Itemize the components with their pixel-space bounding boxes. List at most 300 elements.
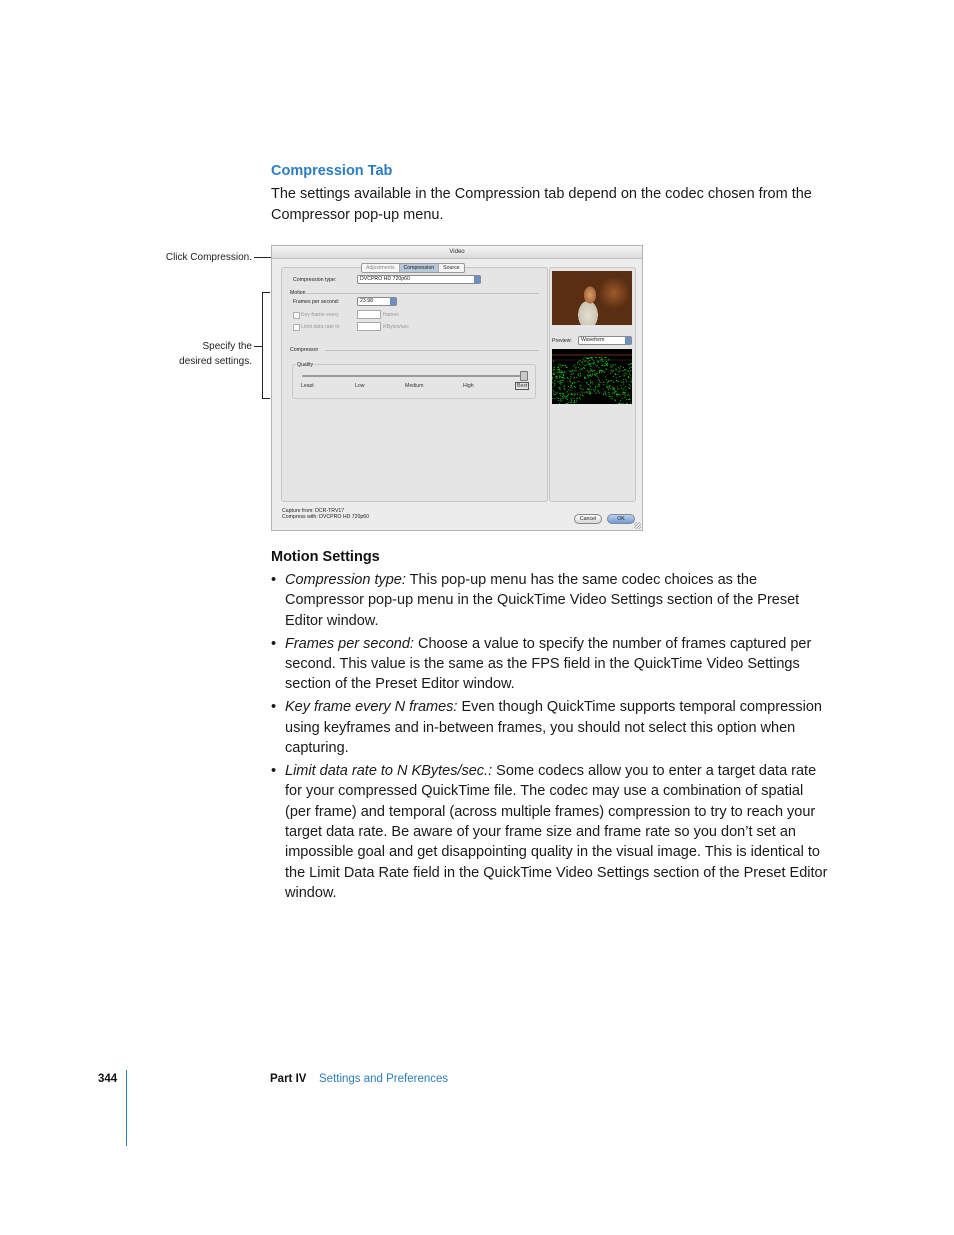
- waveform-dot: [588, 389, 589, 390]
- bullet-term: Limit data rate to N KBytes/sec.:: [285, 762, 493, 779]
- waveform-dot: [598, 391, 599, 392]
- waveform-dot: [627, 403, 628, 404]
- waveform-dot: [608, 381, 609, 382]
- waveform-dot: [589, 375, 590, 376]
- waveform-dot: [587, 377, 588, 378]
- bullet-text: Some codecs allow you to enter a target data rate for your compressed QuickTime file. The codec may use a combination of spatial (per frame) and temporal (across multiple frames) compression to try to reach your target data rate. Be aware of your frame size and frame rate so you don’t set an impossible goal and get disappointing quality in the visual image. This is identical to the Limit Data Rate field in the QuickTime Video Settings section of the Preset Editor window.: [285, 762, 828, 902]
- waveform-dot: [603, 382, 604, 383]
- waveform-dot: [612, 398, 613, 399]
- waveform-dot: [580, 360, 581, 361]
- waveform-dot: [561, 372, 562, 373]
- waveform-dot: [557, 397, 558, 398]
- compress-with-text: Compress with: DVCPRO HD 720p60: [282, 514, 370, 520]
- waveform-dot: [605, 360, 606, 361]
- waveform-dot: [597, 373, 598, 374]
- waveform-dot: [587, 370, 588, 371]
- waveform-dot: [602, 361, 603, 362]
- quality-box: [292, 364, 536, 399]
- waveform-dot: [609, 394, 610, 395]
- waveform-dot: [568, 378, 569, 379]
- waveform-dot: [603, 361, 604, 362]
- waveform-dot: [562, 378, 563, 379]
- waveform-dot: [601, 370, 602, 371]
- quality-label: Quality: [297, 362, 314, 368]
- waveform-dot: [621, 382, 622, 383]
- fps-label: Frames per second:: [293, 299, 340, 305]
- bullet-term: Key frame every N frames:: [285, 699, 458, 716]
- waveform-dot: [554, 372, 555, 373]
- waveform-dot: [602, 365, 603, 366]
- waveform-dot: [617, 389, 618, 390]
- waveform-dot: [560, 364, 561, 365]
- waveform-dot: [594, 391, 595, 392]
- waveform-dot: [622, 394, 623, 395]
- waveform-dot: [580, 394, 581, 395]
- waveform-dot: [598, 361, 599, 362]
- waveform-dot: [590, 375, 591, 376]
- waveform-dot: [580, 385, 581, 386]
- waveform-dot: [623, 379, 624, 380]
- resize-grip-icon[interactable]: [634, 522, 641, 529]
- waveform-dot: [625, 386, 626, 387]
- waveform-dot: [583, 358, 584, 359]
- waveform-dot: [557, 392, 558, 393]
- waveform-dot: [599, 392, 600, 393]
- waveform-dot: [613, 382, 614, 383]
- waveform-dot: [623, 392, 624, 393]
- waveform-dot: [599, 386, 600, 387]
- waveform-dot: [584, 392, 585, 393]
- waveform-dot: [593, 361, 594, 362]
- waveform-dot: [631, 363, 632, 364]
- waveform-dot: [559, 393, 560, 394]
- limit-data-rate-checkbox[interactable]: [293, 324, 300, 331]
- waveform-dot: [625, 373, 626, 374]
- waveform-dot: [590, 380, 591, 381]
- waveform-dot: [590, 368, 591, 369]
- waveform-dot: [563, 377, 564, 378]
- waveform-dot: [586, 391, 587, 392]
- waveform-dot: [628, 364, 629, 365]
- waveform-dot: [626, 399, 627, 400]
- waveform-dot: [574, 403, 575, 404]
- waveform-dot: [562, 380, 563, 381]
- waveform-dot: [623, 367, 624, 368]
- waveform-dot: [605, 391, 606, 392]
- footer-section-link[interactable]: Settings and Preferences: [319, 1073, 449, 1085]
- waveform-dot: [615, 400, 616, 401]
- waveform-dot: [605, 357, 606, 358]
- waveform-dot: [559, 403, 560, 404]
- waveform-dot: [594, 362, 595, 363]
- waveform-dot: [607, 387, 608, 388]
- waveform-dot: [559, 377, 560, 378]
- waveform-dot: [624, 369, 625, 370]
- callout-specify-settings: Specify the desired settings.: [179, 341, 252, 367]
- waveform-dot: [591, 358, 592, 359]
- fps-value: 23.98: [360, 298, 373, 304]
- waveform-dot: [562, 398, 563, 399]
- waveform-dot: [587, 375, 588, 376]
- waveform-dot: [603, 384, 604, 385]
- waveform-dot: [601, 372, 602, 373]
- video-settings-window: [271, 245, 643, 531]
- waveform-dot: [630, 367, 631, 368]
- waveform-dot: [586, 392, 587, 393]
- waveform-dot: [577, 394, 578, 395]
- waveform-dot: [613, 388, 614, 389]
- intro-paragraph: The settings available in the Compression tab depend on the codec chosen from the Compressor pop-up menu.: [271, 186, 812, 223]
- waveform-dot: [565, 365, 566, 366]
- waveform-dot: [580, 373, 581, 374]
- waveform-dot: [560, 382, 561, 383]
- waveform-dot: [570, 387, 571, 388]
- waveform-dot: [591, 389, 592, 390]
- waveform-dot: [616, 374, 617, 375]
- waveform-dot: [570, 371, 571, 372]
- waveform-dot: [590, 372, 591, 373]
- waveform-dot: [586, 357, 587, 358]
- waveform-dot: [619, 403, 620, 404]
- waveform-dot: [614, 392, 615, 393]
- waveform-dot: [604, 393, 605, 394]
- waveform-dot: [570, 376, 571, 377]
- waveform-dot: [613, 376, 614, 377]
- waveform-dot: [610, 388, 611, 389]
- waveform-dot: [609, 385, 610, 386]
- waveform-dot: [563, 374, 564, 375]
- waveform-dot: [612, 389, 613, 390]
- waveform-dot: [559, 369, 560, 370]
- waveform-dot: [614, 390, 615, 391]
- quality-tick-least: Least: [301, 383, 314, 389]
- waveform-dot: [573, 398, 574, 399]
- waveform-dot: [629, 384, 630, 385]
- waveform-dot: [598, 379, 599, 380]
- waveform-dot: [580, 385, 581, 386]
- limit-data-rate-input[interactable]: [357, 322, 381, 331]
- waveform-dot: [567, 391, 568, 392]
- waveform-dot: [554, 374, 555, 375]
- waveform-dot: [572, 394, 573, 395]
- waveform-dot: [591, 366, 592, 367]
- waveform-dot: [619, 394, 620, 395]
- waveform-dot: [597, 365, 598, 366]
- waveform-dot: [605, 377, 606, 378]
- waveform-dot: [595, 375, 596, 376]
- waveform-dot: [604, 372, 605, 373]
- waveform-dot: [612, 396, 613, 397]
- waveform-dot: [590, 382, 591, 383]
- waveform-dot: [625, 394, 626, 395]
- bullet-term: Frames per second:: [285, 635, 414, 652]
- waveform-dot: [616, 380, 617, 381]
- waveform-dot: [631, 367, 632, 368]
- waveform-dot: [584, 361, 585, 362]
- waveform-dot: [594, 374, 595, 375]
- waveform-dot: [603, 389, 604, 390]
- waveform-dot: [626, 381, 627, 382]
- waveform-dot: [570, 402, 571, 403]
- waveform-dot: [562, 372, 563, 373]
- callout-bracket-tick: [254, 346, 262, 347]
- capture-from-text: Capture from: DCR-TRV17: [282, 508, 345, 514]
- waveform-dot: [595, 387, 596, 388]
- waveform-dot: [608, 392, 609, 393]
- compression-type-popup[interactable]: [357, 275, 481, 284]
- waveform-dot: [563, 372, 564, 373]
- bullet-text: Choose a value to specify the number of frames captured per second. This value is the same as the FPS field in the QuickTime Video Settings section of the Preset Editor window.: [285, 635, 812, 693]
- waveform-dot: [610, 396, 611, 397]
- waveform-dot: [609, 386, 610, 387]
- waveform-dot: [607, 365, 608, 366]
- waveform-dot: [621, 403, 622, 404]
- quality-tick-best: Best: [517, 383, 528, 389]
- waveform-dot: [581, 388, 582, 389]
- waveform-dot: [615, 369, 616, 370]
- waveform-dot: [578, 367, 579, 368]
- waveform-dot: [623, 382, 624, 383]
- keyframe-checkbox[interactable]: [293, 312, 300, 319]
- waveform-dot: [630, 402, 631, 403]
- waveform-dot: [566, 397, 567, 398]
- waveform-dot: [597, 361, 598, 362]
- waveform-dot: [568, 402, 569, 403]
- waveform-dot: [627, 395, 628, 396]
- waveform-dot: [586, 360, 587, 361]
- waveform-dot: [577, 362, 578, 363]
- section-title: Compression Tab: [271, 163, 393, 179]
- waveform-dot: [560, 401, 561, 402]
- tab-source[interactable]: Source: [443, 265, 460, 271]
- waveform-dot: [553, 391, 554, 392]
- waveform-dot: [552, 382, 553, 383]
- waveform-dot: [629, 364, 630, 365]
- waveform-dot: [572, 387, 573, 388]
- popup-arrows-icon: [390, 298, 396, 305]
- waveform-dot: [612, 372, 613, 373]
- waveform-dot: [599, 357, 600, 358]
- waveform-dot: [584, 378, 585, 379]
- waveform-dot: [598, 367, 599, 368]
- waveform-dot: [584, 365, 585, 366]
- preview-label: Preview:: [552, 338, 572, 344]
- footer-part: Part IV: [270, 1073, 307, 1085]
- waveform-dot: [553, 387, 554, 388]
- waveform-dot: [621, 388, 622, 389]
- list-item: • Key frame every N frames: Even though QuickTime supports temporal compression using keyframes and in-between frames, you should not select this option when capturing.: [271, 699, 822, 757]
- waveform-dot: [623, 370, 624, 371]
- waveform-dot: [615, 364, 616, 365]
- waveform-dot: [574, 400, 575, 401]
- waveform-dot: [567, 403, 568, 404]
- waveform-dot: [624, 375, 625, 376]
- waveform-dot: [559, 366, 560, 367]
- waveform-dot: [560, 366, 561, 367]
- waveform-dot: [620, 400, 621, 401]
- tab-compression[interactable]: Compression: [400, 264, 440, 272]
- waveform-dot: [587, 358, 588, 359]
- waveform-dot: [622, 398, 623, 399]
- quality-slider-track[interactable]: [302, 375, 524, 377]
- waveform-dot: [592, 381, 593, 382]
- waveform-dot: [571, 385, 572, 386]
- waveform-dot: [589, 360, 590, 361]
- waveform-dot: [580, 398, 581, 399]
- waveform-dot: [576, 400, 577, 401]
- tab-bar: [361, 263, 465, 273]
- waveform-dot: [571, 374, 572, 375]
- waveform-dot: [600, 382, 601, 383]
- waveform-dot: [582, 361, 583, 362]
- waveform-dot: [581, 362, 582, 363]
- waveform-dot: [589, 376, 590, 377]
- waveform-dot: [613, 364, 614, 365]
- waveform-dot: [599, 380, 600, 381]
- waveform-dot: [564, 378, 565, 379]
- fps-popup[interactable]: [357, 297, 397, 306]
- waveform-dot: [557, 372, 558, 373]
- waveform-dot: [601, 357, 602, 358]
- waveform-dot: [604, 357, 605, 358]
- waveform-dot: [585, 378, 586, 379]
- limit-data-rate-unit: KBytes/sec: [383, 324, 409, 330]
- waveform-dot: [579, 397, 580, 398]
- waveform-dot: [595, 357, 596, 358]
- window-title: Video: [272, 246, 642, 259]
- waveform-dot: [628, 399, 629, 400]
- waveform-dot: [568, 390, 569, 391]
- waveform-dot: [618, 381, 619, 382]
- waveform-dot: [628, 387, 629, 388]
- bullet-text: This pop-up menu has the same codec choices as the Compressor pop-up menu in the QuickTime Video Settings section of the Preset Editor window.: [285, 572, 800, 629]
- waveform-dot: [557, 367, 558, 368]
- waveform-dot: [607, 384, 608, 385]
- waveform-dot: [566, 367, 567, 368]
- waveform-dot: [577, 398, 578, 399]
- waveform-dot: [587, 388, 588, 389]
- list-item: • Frames per second: Choose a value to specify the number of frames captured per second. This value is the same as the FPS field in the QuickTime Video Settings section of the Preset Editor window.: [271, 635, 812, 693]
- waveform-dot: [591, 364, 592, 365]
- waveform-dot: [619, 368, 620, 369]
- waveform-dot: [606, 379, 607, 380]
- waveform-dot: [562, 377, 563, 378]
- waveform-dot: [625, 393, 626, 394]
- waveform-dot: [560, 395, 561, 396]
- waveform-dot: [567, 377, 568, 378]
- waveform-dot: [566, 396, 567, 397]
- waveform-dot: [580, 369, 581, 370]
- waveform-dot: [556, 393, 557, 394]
- waveform-dot: [558, 398, 559, 399]
- waveform-dot: [559, 364, 560, 365]
- waveform-dot: [597, 386, 598, 387]
- tab-adjustments[interactable]: Adjustments: [362, 264, 400, 272]
- waveform-dot: [554, 367, 555, 368]
- quality-slider-thumb[interactable]: [520, 371, 528, 381]
- waveform-dot: [626, 374, 627, 375]
- preview-popup[interactable]: [578, 336, 632, 345]
- waveform-dot: [595, 364, 596, 365]
- waveform-dot: [569, 380, 570, 381]
- waveform-dot: [564, 372, 565, 373]
- waveform-dot: [568, 386, 569, 387]
- waveform-dot: [621, 385, 622, 386]
- waveform-dot: [617, 396, 618, 397]
- preview-value: Waveform: [581, 337, 605, 343]
- list-item: • Limit data rate to N KBytes/sec.: Some codecs allow you to enter a target data rate for your compressed QuickTime file. The codec may use a combination of spatial (per frame) and temporal (across multiple frames) compression to try to reach your target data rate. Be aware of your frame size and frame rate so you don’t set an impossible goal and get disappointing quality in the visual image. This is identical to the Limit Data Rate field in the QuickTime Video Settings section of the Preset Editor window.: [271, 762, 828, 902]
- waveform-dot: [600, 370, 601, 371]
- waveform-dot: [575, 367, 576, 368]
- waveform-dot: [581, 392, 582, 393]
- keyframe-input[interactable]: [357, 310, 381, 319]
- waveform-dot: [604, 365, 605, 366]
- waveform-dot: [590, 366, 591, 367]
- list-item: • Compression type: This pop-up menu has the same codec choices as the Compressor pop-up menu in the QuickTime Video Settings section of the Preset Editor window.: [271, 572, 800, 629]
- waveform-dot: [598, 384, 599, 385]
- waveform-dot: [582, 368, 583, 369]
- cancel-button[interactable]: Cancel: [574, 514, 602, 524]
- waveform-dot: [575, 394, 576, 395]
- waveform-dot: [593, 364, 594, 365]
- waveform-dot: [574, 395, 575, 396]
- callout-bracket: [262, 292, 270, 399]
- compression-type-label: Compression type:: [293, 277, 337, 283]
- waveform-dot: [554, 385, 555, 386]
- waveform-dot: [570, 390, 571, 391]
- popup-arrows-icon: [474, 276, 480, 283]
- waveform-dot: [572, 370, 573, 371]
- waveform-dot: [623, 384, 624, 385]
- waveform-dot: [624, 376, 625, 377]
- waveform-dot: [558, 381, 559, 382]
- waveform-dot: [561, 374, 562, 375]
- waveform-dot: [584, 368, 585, 369]
- waveform-dot: [553, 390, 554, 391]
- waveform-dot: [592, 384, 593, 385]
- callout-click-compression: Click Compression.: [165, 252, 252, 263]
- waveform-dot: [563, 397, 564, 398]
- waveform-dot: [630, 375, 631, 376]
- waveform-dot: [572, 374, 573, 375]
- waveform-dot: [566, 398, 567, 399]
- waveform-dot: [603, 394, 604, 395]
- waveform-dot: [606, 395, 607, 396]
- waveform-dot: [564, 375, 565, 376]
- waveform-dot: [555, 394, 556, 395]
- waveform-dot: [629, 395, 630, 396]
- keyframe-unit: frames: [383, 312, 399, 318]
- waveform-dot: [589, 385, 590, 386]
- waveform-dot: [565, 372, 566, 373]
- motion-group-line: [307, 293, 539, 294]
- waveform-dot: [599, 373, 600, 374]
- waveform-dot: [586, 358, 587, 359]
- ok-button[interactable]: OK: [607, 514, 635, 524]
- waveform-dot: [616, 391, 617, 392]
- compressor-group-label: Compressor: [290, 347, 319, 353]
- waveform-dot: [614, 393, 615, 394]
- waveform-dot: [571, 386, 572, 387]
- footer-divider: [126, 1070, 127, 1146]
- waveform-dot: [616, 369, 617, 370]
- waveform-dot: [620, 395, 621, 396]
- waveform-dot: [576, 377, 577, 378]
- waveform-dot: [590, 393, 591, 394]
- waveform-dot: [618, 372, 619, 373]
- waveform-dot: [605, 363, 606, 364]
- waveform-dot: [564, 386, 565, 387]
